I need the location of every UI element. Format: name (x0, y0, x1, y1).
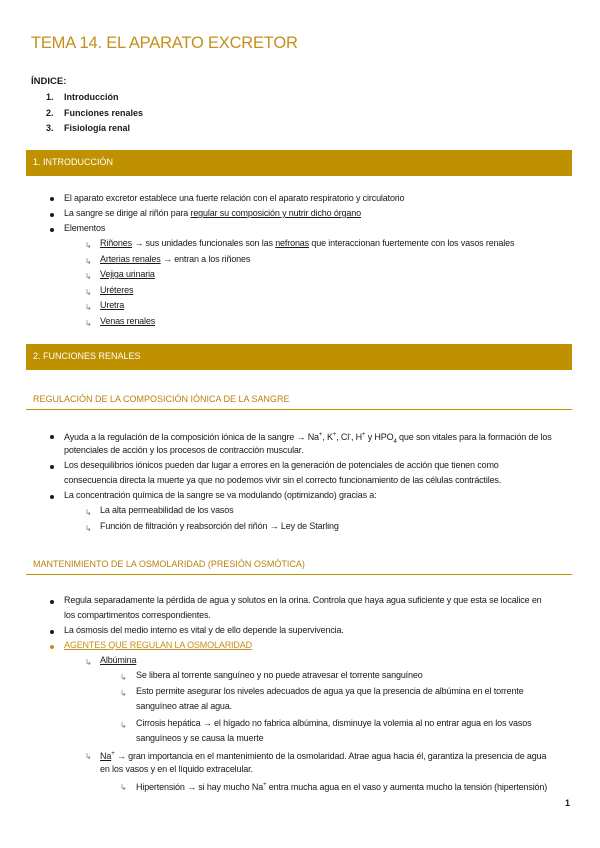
subheading-osmolaridad: MANTENIMIENTO DE LA OSMOLARIDAD (PRESIÓN OSMÓTICA) (26, 555, 572, 575)
sub-arrow-icon (85, 524, 92, 534)
index-list (46, 90, 143, 137)
sub-arrow-icon (85, 272, 92, 282)
bullet-dot (50, 197, 54, 201)
bullet-dot (50, 600, 54, 604)
regulation-sub-1: La alta permeabilidad de los vasos (100, 505, 234, 515)
section-heading-funciones: 2. FUNCIONES RENALES (26, 344, 572, 370)
agent-albumina: Albúmina (100, 655, 137, 665)
sub-arrow-icon (85, 241, 92, 251)
intro-bullet-3: Elementos (64, 223, 106, 233)
sodio-detail-1: Hipertensión → si hay mucho Na+ entra mucha agua en el vaso y aumenta mucho la tensión (hipertensión) (136, 782, 548, 792)
element-rinones: Riñones → sus unidades funcionales son las nefronas que interaccionan fuertemente con los vasos renales (100, 238, 515, 248)
sub-arrow-icon (120, 689, 127, 699)
sub-arrow-icon (85, 319, 92, 329)
osmo-bullet-1b: los compartimentos correspondientes. (64, 610, 211, 620)
albumina-detail-2a: Esto permite asegurar los niveles adecuados de agua ya que la presencia de albúmina en el torrente (136, 686, 524, 696)
element-vejiga: Vejiga urinaria (100, 269, 155, 279)
regulation-bullet-3: La concentración química de la sangre se va modulando (optimizando) gracias a: (64, 490, 377, 500)
index-item: 3. Fisiología renal (46, 123, 131, 133)
index-item: 1. Introducción (46, 92, 119, 102)
intro-bullet-2: La sangre se dirige al riñón para regular su composición y nutrir dicho órgano (64, 208, 361, 218)
osmo-bullet-1a: Regula separadamente la pérdida de agua y solutos en la orina. Controla que haya agua suficiente y que esta se localice en (64, 595, 542, 605)
page-number: 1 (565, 798, 571, 808)
sub-arrow-icon (85, 257, 92, 267)
document-title: TEMA 14. EL APARATO EXCRETOR (31, 34, 298, 52)
element-arterias: Arterias renales → entran a los riñones (100, 254, 251, 264)
albumina-detail-3b: sanguíneos y se causa la muerte (136, 733, 264, 743)
regulation-bullet-1b: potenciales de acción y los procesos de contracción muscular. (64, 445, 304, 455)
sub-arrow-icon (120, 673, 127, 683)
bullet-dot (50, 228, 54, 232)
regulation-sub-2: Función de filtración y reabsorción del riñón → Ley de Starling (100, 521, 339, 531)
albumina-detail-3a: Cirrosis hepática → el hígado no fabrica albúmina, disminuye la volemia al no entrar agua en los vasos (136, 718, 532, 728)
bullet-dot (50, 213, 54, 217)
index-label: ÍNDICE: (31, 76, 67, 87)
regulation-bullet-2a: Los desequilibrios iónicos pueden dar lugar a errores en la generación de potenciales de acción que tienen como (64, 460, 499, 470)
subheading-regulacion: REGULACIÓN DE LA COMPOSICIÓN IÓNICA DE LA SANGRE (26, 390, 572, 410)
index-item: 2. Funciones renales (46, 107, 144, 118)
albumina-detail-2b: sanguíneo atrae al agua. (136, 701, 232, 711)
sub-arrow-icon (85, 303, 92, 313)
osmo-bullet-2: La ósmosis del medio interno es vital y de ello depende la supervivencia. (64, 625, 344, 635)
sub-arrow-icon (120, 783, 127, 793)
bullet-dot (50, 465, 54, 469)
section-heading-introduccion: 1. INTRODUCCIÓN (26, 150, 572, 176)
osmo-agents-heading: AGENTES QUE REGULAN LA OSMOLARIDAD (64, 640, 252, 650)
sub-arrow-icon (85, 508, 92, 518)
intro-bullet-1: El aparato excretor establece una fuerte relación con el aparato respiratorio y circulatorio (64, 193, 405, 203)
regulation-bullet-1a: Ayuda a la regulación de la composición iónica de la sangre → Na+, K+, Cl-, H+ y $HPO_4$ que son vitales para la formación de los (64, 432, 552, 445)
element-ureteres: Uréteres (100, 285, 134, 295)
agent-sodio: Na+ → gran importancia en el mantenimiento de la osmolaridad. Atrae agua hacia él, garantiza la presencia de agua (100, 751, 547, 761)
sub-arrow-icon (120, 721, 127, 731)
bullet-dot (50, 435, 54, 439)
sub-arrow-icon (85, 752, 92, 762)
element-uretra: Uretra (100, 300, 125, 310)
bullet-dot (50, 630, 54, 634)
agent-sodio-cont: en los vasos y en el líquido extracelular. (100, 764, 253, 774)
sub-arrow-icon (85, 658, 92, 668)
sub-arrow-icon (85, 288, 92, 298)
element-venas: Venas renales (100, 316, 156, 326)
bullet-dot (50, 645, 54, 649)
bullet-dot (50, 495, 54, 499)
regulation-bullet-2b: consecuencia directa la muerte ya que no podemos vivir sin el correcto funcionamiento de las células contráctiles. (64, 475, 502, 485)
albumina-detail-1: Se libera al torrente sanguíneo y no puede atravesar el torrente sanguíneo (136, 670, 423, 680)
